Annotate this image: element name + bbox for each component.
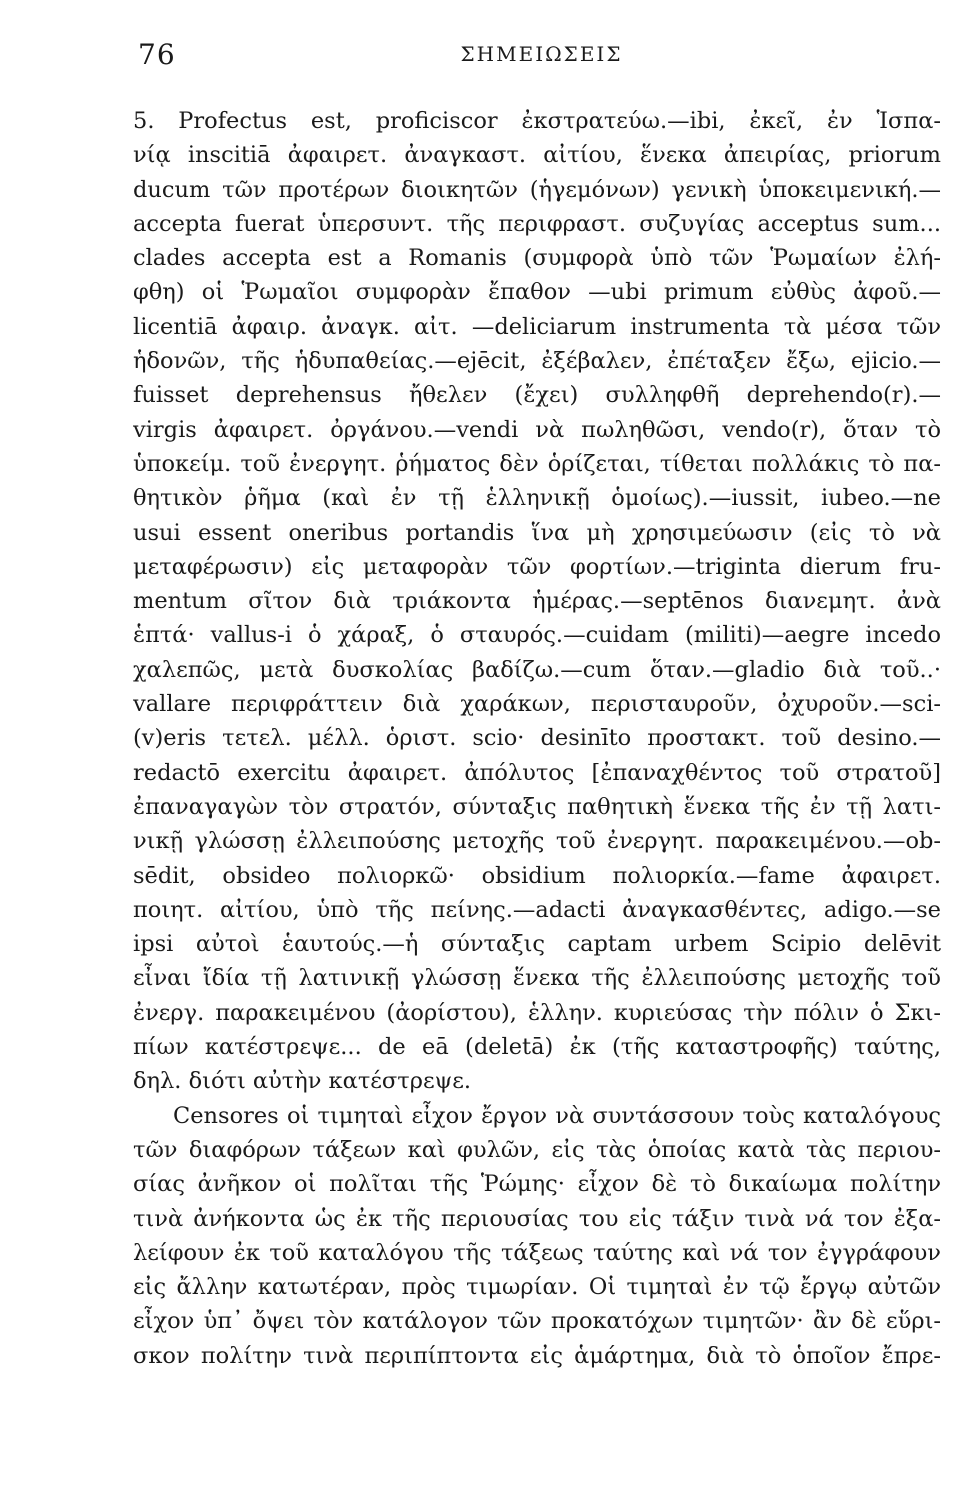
text-line: νικῇ γλώσσῃ ἐλλειπούσης μετοχῆς τοῦ ἐνεργητ. παρακειμένου.—ob- <box>133 828 941 855</box>
text-line: fuisset deprehensus ἤθελεν (ἔχει) συλληφθῆ deprehendo(r).— <box>133 382 941 409</box>
text-line: ἑπτά· vallus-i ὁ χάραξ, ὁ σταυρός.—cuidam (militi)—aegre incedo <box>133 622 941 649</box>
text-line: licentiā ἀφαιρ. ἀναγκ. αἰτ. —deliciarum instrumenta τὰ μέσα τῶν <box>133 313 941 340</box>
text-line: μεταφέρωσιν) εἰς μεταφορὰν τῶν φορτίων.—triginta dierum fru- <box>133 553 941 580</box>
text-line: σίας ἀνῆκον οἱ πολῖται τῆς Ῥώμης· εἶχον δὲ τὸ δικαίωμα πολίτην <box>133 1171 941 1198</box>
text-line: usui essent oneribus portandis ἵνα μὴ χρησιμεύωσιν (εἰς τὸ νὰ <box>133 519 941 546</box>
text-line: ἐνεργ. παρακειμένου (ἀορίστου), ἑλλην. κυριεύσας τὴν πόλιν ὁ Σκι- <box>133 999 941 1026</box>
text-line: πίων κατέστρεψε... de eā (deletā) ἐκ (τῆς καταστροφῆς) ταύτης, <box>133 1034 941 1061</box>
page-number: 76 <box>138 38 176 71</box>
text-line: (v)eris τετελ. μέλλ. ὁριστ. scio· desinīto προστακτ. τοῦ desino.— <box>133 725 941 752</box>
running-title: ΣΗΜΕΙΩΣΕΙΣ <box>460 42 623 66</box>
text-line: ipsi αὐτοὶ ἑαυτούς.—ἡ σύνταξις captam urbem Scipio delēvit <box>133 931 941 958</box>
text-line: σκον πολίτην τινὰ περιπίπτοντα εἰς ἁμάρτημα, διὰ τὸ ὁποῖον ἔπρε- <box>133 1342 941 1369</box>
text-line: accepta fuerat ὑπερσυντ. τῆς περιφραστ. συζυγίας acceptus sum... <box>133 210 941 237</box>
text-line: εἶναι ἴδία τῇ λατινικῇ γλώσσῃ ἕνεκα τῆς ἐλλειπούσης μετοχῆς τοῦ <box>133 965 941 992</box>
text-line: τῶν διαφόρων τάξεων καὶ φυλῶν, εἰς τὰς ὁποίας κατὰ τὰς περιου- <box>133 1136 941 1163</box>
text-line: ducum τῶν προτέρων διοικητῶν (ἡγεμόνων) γενικὴ ὑποκειμενική.— <box>133 176 941 203</box>
text-line: ποιητ. αἰτίου, ὑπὸ τῆς πείνης.—adacti ἀναγκασθέντες, adigo.—se <box>133 896 941 923</box>
text-line: 5. Profectus est, proficiscor ἐκστρατεύω.—ibi, ἐκεῖ, ἐν Ἱσπα- <box>133 108 941 134</box>
page-body <box>133 104 941 1373</box>
text-line: virgis ἀφαιρετ. ὀργάνου.—vendi νὰ πωληθῶσι, vendo(r), ὅταν τὸ <box>133 416 941 443</box>
text-line: τινὰ ἀνήκοντα ὡς ἐκ τῆς περιουσίας του εἰς τάξιν τινὰ νά τον ἐξα- <box>133 1205 941 1232</box>
text-line: ἡδονῶν, τῆς ἡδυπαθείας.—ejēcit, ἐξέβαλεν, ἐπέταξεν ἔξω, ejicio.— <box>133 348 941 375</box>
text-line: εἶχον ὑπ᾽ ὄψει τὸν κατάλογον τῶν προκατόχων τιμητῶν· ἂν δὲ εὕρι- <box>133 1308 941 1335</box>
text-line: εἰς ἄλλην κατωτέραν, πρὸς τιμωρίαν. Οἱ τιμηταὶ ἐν τῷ ἔργῳ αὐτῶν <box>133 1274 941 1301</box>
text-line: ὑποκείμ. τοῦ ἐνεργητ. ῥήματος δὲν ὁρίζεται, τίθεται πολλάκις τὸ πα- <box>133 450 941 477</box>
text-line: νίᾳ inscitiā ἀφαιρετ. ἀναγκαστ. αἰτίου, ἕνεκα ἀπειρίας, priorum <box>133 142 941 169</box>
text-line: sēdit, obsideo πολιορκῶ· obsidium πολιορκία.—fame ἀφαιρετ. <box>133 862 941 889</box>
text-line: mentum σῖτον διὰ τριάκοντα ἡμέρας.—septēnos διανεμητ. ἀνὰ <box>133 588 941 615</box>
text-line: φθη) οἱ Ῥωμαῖοι συμφορὰν ἔπαθον —ubi primum εὐθὺς ἀφοῦ.— <box>133 279 941 306</box>
text-line: Censores οἱ τιμηταὶ εἶχον ἔργον νὰ συντάσσουν τοὺς καταλόγους <box>173 1102 941 1129</box>
text-line: χαλεπῶς, μετὰ δυσκολίας βαδίζω.—cum ὅταν.—gladio διὰ τοῦ..· <box>133 656 941 683</box>
text-line: clades accepta est a Romanis (συμφορὰ ὑπὸ τῶν Ῥωμαίων ἐλή- <box>133 245 941 272</box>
text-line: θητικὸν ῥῆμα (καὶ ἐν τῇ ἑλληνικῇ ὁμοίως).—iussit, iubeo.—ne <box>133 485 941 512</box>
text-line: δηλ. διότι αὐτὴν κατέστρεψε. <box>133 1068 472 1095</box>
text-line: ἐπαναγαγὼν τὸν στρατόν, σύνταξις παθητικὴ ἕνεκα τῆς ἐν τῇ λατι- <box>133 793 941 820</box>
text-line: λείφουν ἐκ τοῦ καταλόγου τῆς τάξεως ταύτης καὶ νά τον ἐγγράφουν <box>133 1239 941 1266</box>
text-line: vallare περιφράττειν διὰ χαράκων, περισταυροῦν, ὀχυροῦν.—sci- <box>133 691 941 718</box>
text-line: redactō exercitu ἀφαιρετ. ἀπόλυτος [ἐπαναχθέντος τοῦ στρατοῦ] <box>133 759 941 786</box>
